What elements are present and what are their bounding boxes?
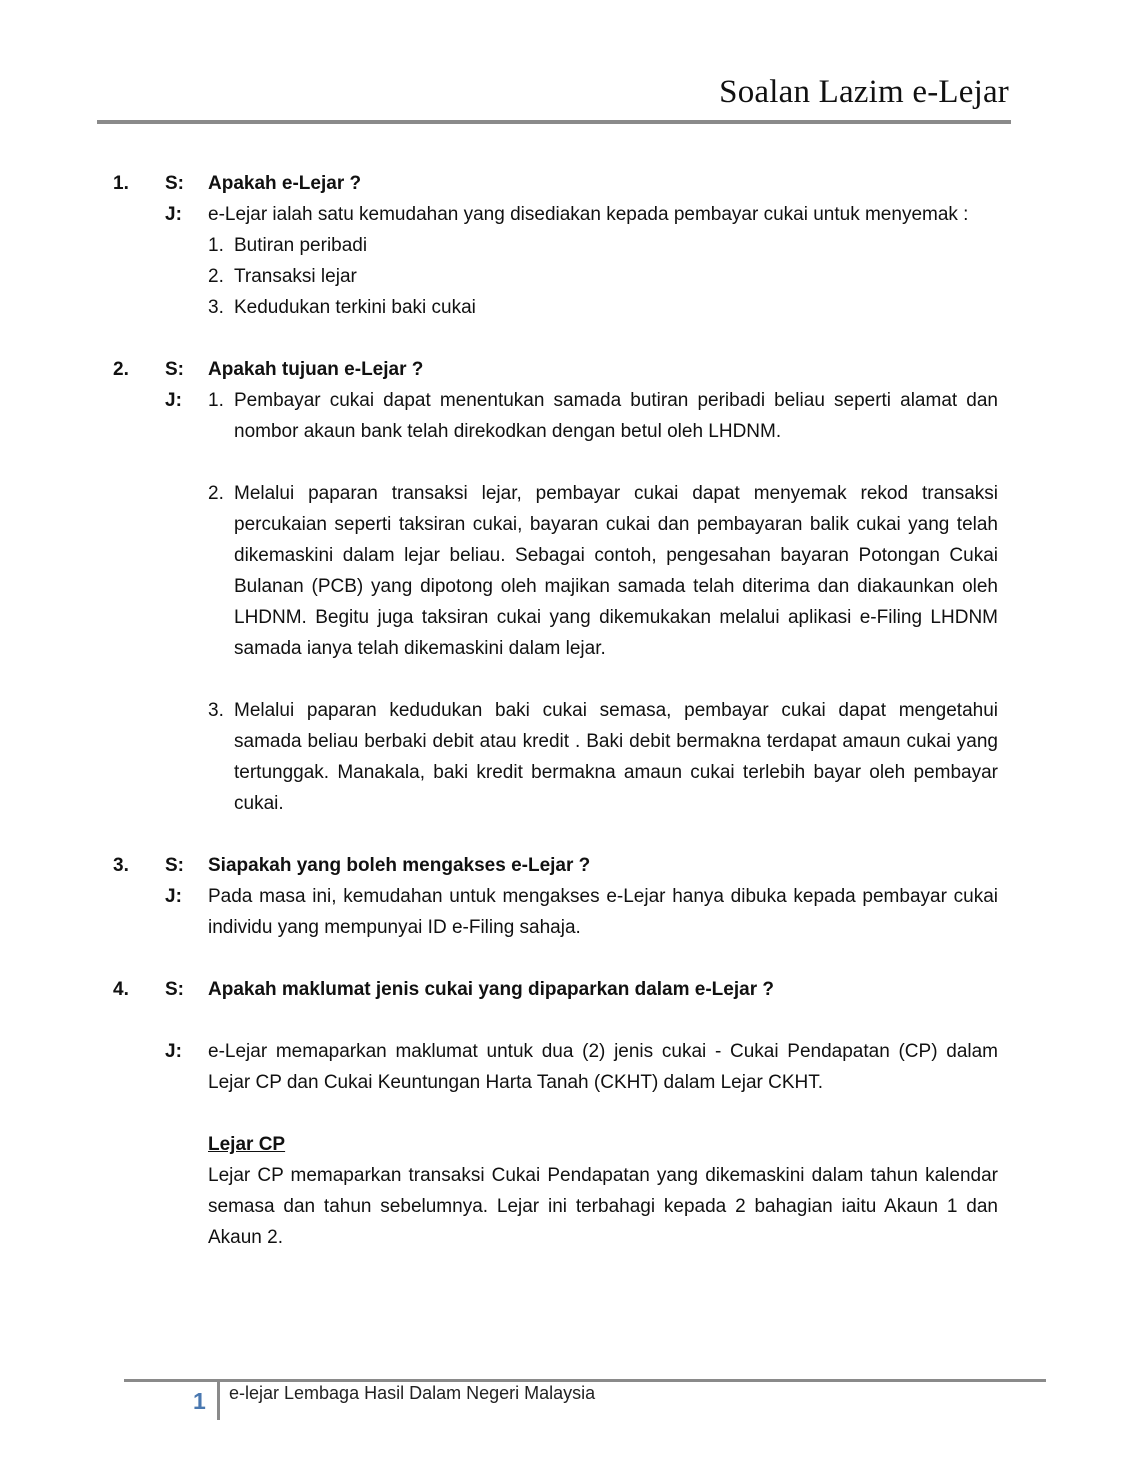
list-item: 3. Melalui paparan kedudukan baki cukai semasa, pembayar cukai dapat mengetahui samada beliau berbaki debit atau kredit . Baki debit bermakna terdapat amaun cukai yang tertunggak. Manakala, baki kredit bermakna amaun cukai terlebih bayar oleh pembayar cukai. [208,700,998,814]
question-number: 1. [113,173,129,194]
list-item: 1. Butiran peribadi [208,235,368,256]
answer-label: J: [165,204,182,225]
page-number: 1 [193,1388,206,1414]
footer-divider [124,1379,1046,1382]
answer-text: e-Lejar memaparkan maklumat untuk dua (2) jenis cukai - Cukai Pendapatan (CP) dalam Lejar CP dan Cukai Keuntungan Harta Tanah (CKHT) dalam Lejar CKHT. [208,1041,998,1093]
question-text: Apakah e-Lejar ? [208,173,362,194]
list-item: 2. Transaksi lejar [208,266,357,287]
section-text: Lejar CP memaparkan transaksi Cukai Pendapatan yang dikemaskini dalam tahun kalendar semasa dan tahun sebelumnya. Lejar ini terbahagi kepada 2 bahagian iaitu Akaun 1 dan Akaun 2. [208,1165,998,1248]
answer-label: J: [165,886,182,907]
answer-list [208,385,998,819]
question-number: 2. [113,359,129,380]
list-item: 3. Kedudukan terkini baki cukai [208,297,476,318]
list-item: 2. Melalui paparan transaksi lejar, pembayar cukai dapat menyemak rekod transaksi percukaian seperti taksiran cukai, bayaran cukai dan pembayaran balik cukai yang telah dikemaskini dalam lejar beliau. Sebagai contoh, pengesahan bayaran Potongan Cukai Bulanan (PCB) yang dipotong oleh majikan samada telah diterima dan diakaunkan oleh LHDNM. Begitu juga taksiran cukai yang dikemukakan melalui aplikasi e-Filing LHDNM samada ianya telah dikemaskini dalam lejar. [208,483,998,659]
faq-content [0,168,1137,1253]
answer-list [208,230,998,323]
faq-item-1 [0,168,1137,323]
answer-text: Pada masa ini, kemudahan untuk mengakses e-Lejar hanya dibuka kepada pembayar cukai individu yang mempunyai ID e-Filing sahaja. [208,886,998,938]
header-divider [97,120,1011,124]
question-text: Siapakah yang boleh mengakses e-Lejar ? [208,855,591,876]
faq-item-3 [0,850,1137,943]
question-label: S: [165,979,184,1000]
footer-vertical-bar [217,1382,220,1420]
question-label: S: [165,855,184,876]
answer-label: J: [165,390,182,411]
section-subheading: Lejar CP [208,1134,286,1155]
question-number: 3. [113,855,129,876]
footer-text: e-lejar Lembaga Hasil Dalam Negeri Malaysia [229,1383,596,1403]
question-label: S: [165,359,184,380]
answer-text: e-Lejar ialah satu kemudahan yang disediakan kepada pembayar cukai untuk menyemak : [208,204,969,225]
faq-item-4 [0,974,1137,1253]
question-label: S: [165,173,184,194]
answer-label: J: [165,1041,182,1062]
document-title: Soalan Lazim e-Lejar [719,74,1009,110]
list-item: 1. Pembayar cukai dapat menentukan samada butiran peribadi beliau seperti alamat dan nombor akaun bank telah direkodkan dengan betul oleh LHDNM. [208,390,998,442]
question-text: Apakah tujuan e-Lejar ? [208,359,424,380]
question-number: 4. [113,979,129,1000]
question-text: Apakah maklumat jenis cukai yang dipaparkan dalam e-Lejar ? [208,979,774,1000]
faq-item-2 [0,354,1137,819]
